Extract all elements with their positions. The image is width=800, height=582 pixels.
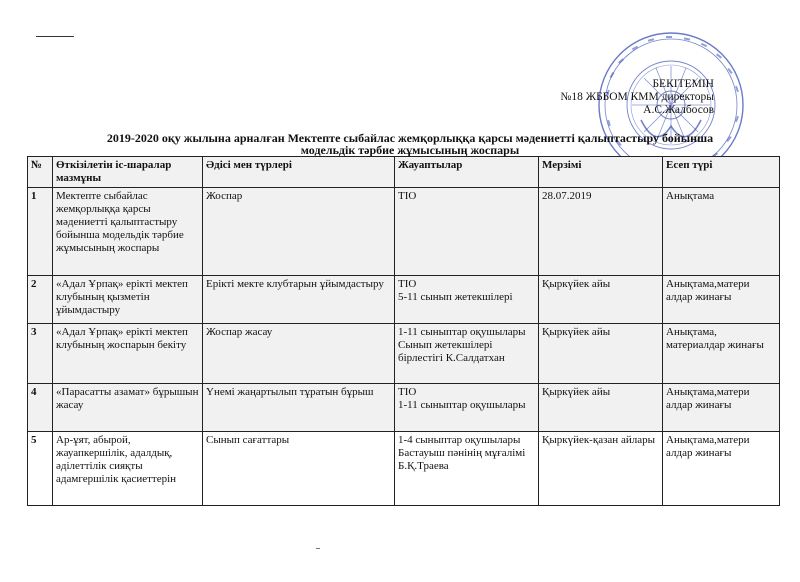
row-number: 5 <box>28 432 53 506</box>
row-responsible: ТІО 5-11 сынып жетекшілері <box>395 276 539 324</box>
header-content: Өткізілетін іс-шаралар мазмұны <box>53 157 203 188</box>
title-line-2: модельдік тәрбие жұмысының жоспары <box>300 143 520 157</box>
row-deadline: Қыркүйек-қазан айлары <box>539 432 663 506</box>
row-number: 2 <box>28 276 53 324</box>
header-number: № <box>28 157 53 188</box>
header-deadline: Мерзімі <box>539 157 663 188</box>
row-number: 4 <box>28 384 53 432</box>
header-report: Есеп түрі <box>663 157 780 188</box>
row-content: «Парасатты азамат» бұрышын жасау <box>53 384 203 432</box>
row-content: «Адал Ұрпақ» ерікті мектеп клубының жоспарын бекіту <box>53 324 203 384</box>
table-row <box>28 188 780 276</box>
approval-signatory: А.С.Жалбосов <box>643 104 714 116</box>
row-report: Анықтама,матери алдар жинағы <box>663 432 780 506</box>
title-line-1: 2019-2020 оқу жылына арналған Мектепте сыбайлас жемқорлыққа қарсы мәдениетті қалыптастыру бойынша <box>106 131 714 145</box>
row-responsible: ТІО <box>395 188 539 276</box>
header-method: Әдісі мен түрлері <box>203 157 395 188</box>
row-content: Ар-ұят, абырой, жауапкершілік, адалдық, әділеттілік сияқты адамгершілік қасиеттерін <box>53 432 203 506</box>
approval-heading: БЕКІТЕМІН <box>652 78 714 90</box>
row-report: Анықтама <box>663 188 780 276</box>
table-row <box>28 432 780 506</box>
table-row <box>28 384 780 432</box>
plan-table <box>27 156 780 506</box>
row-responsible: 1-4 сыныптар оқушылары Бастауыш пәнінің мұғалімі Б.Қ.Траева <box>395 432 539 506</box>
row-method: Сынып сағаттары <box>203 432 395 506</box>
row-method: Ерікті мекте клубтарын ұйымдастыру <box>203 276 395 324</box>
row-content: Мектепте сыбайлас жемқорлыққа қарсы мәдениетті қалыптастыру бойынша модельдік тәрбие жұмысының жоспары <box>53 188 203 276</box>
row-number: 1 <box>28 188 53 276</box>
row-method: Жоспар <box>203 188 395 276</box>
scan-speck <box>316 548 320 549</box>
row-deadline: Қыркүйек айы <box>539 324 663 384</box>
header-responsible: Жауаптылар <box>395 157 539 188</box>
row-method: Үнемі жаңартылып тұратын бұрыш <box>203 384 395 432</box>
row-deadline: Қыркүйек айы <box>539 384 663 432</box>
approval-position: №18 ЖББОМ КММ директоры <box>560 91 714 103</box>
row-method: Жоспар жасау <box>203 324 395 384</box>
table-row <box>28 324 780 384</box>
row-report: Анықтама, материалдар жинағы <box>663 324 780 384</box>
row-deadline: Қыркүйек айы <box>539 276 663 324</box>
approval-block <box>560 78 714 117</box>
table-header-row <box>28 157 780 188</box>
row-responsible: ТІО 1-11 сыныптар оқушылары <box>395 384 539 432</box>
row-content: «Адал Ұрпақ» ерікті мектеп клубының қызметін ұйымдастыру <box>53 276 203 324</box>
margin-mark <box>36 36 74 37</box>
row-number: 3 <box>28 324 53 384</box>
row-report: Анықтама,матери алдар жинағы <box>663 384 780 432</box>
row-responsible: 1-11 сыныптар оқушылары Сынып жетекшілері бірлестігі К.Салдатхан <box>395 324 539 384</box>
document-title <box>40 132 780 156</box>
row-report: Анықтама,матери алдар жинағы <box>663 276 780 324</box>
row-deadline: 28.07.2019 <box>539 188 663 276</box>
table-row <box>28 276 780 324</box>
